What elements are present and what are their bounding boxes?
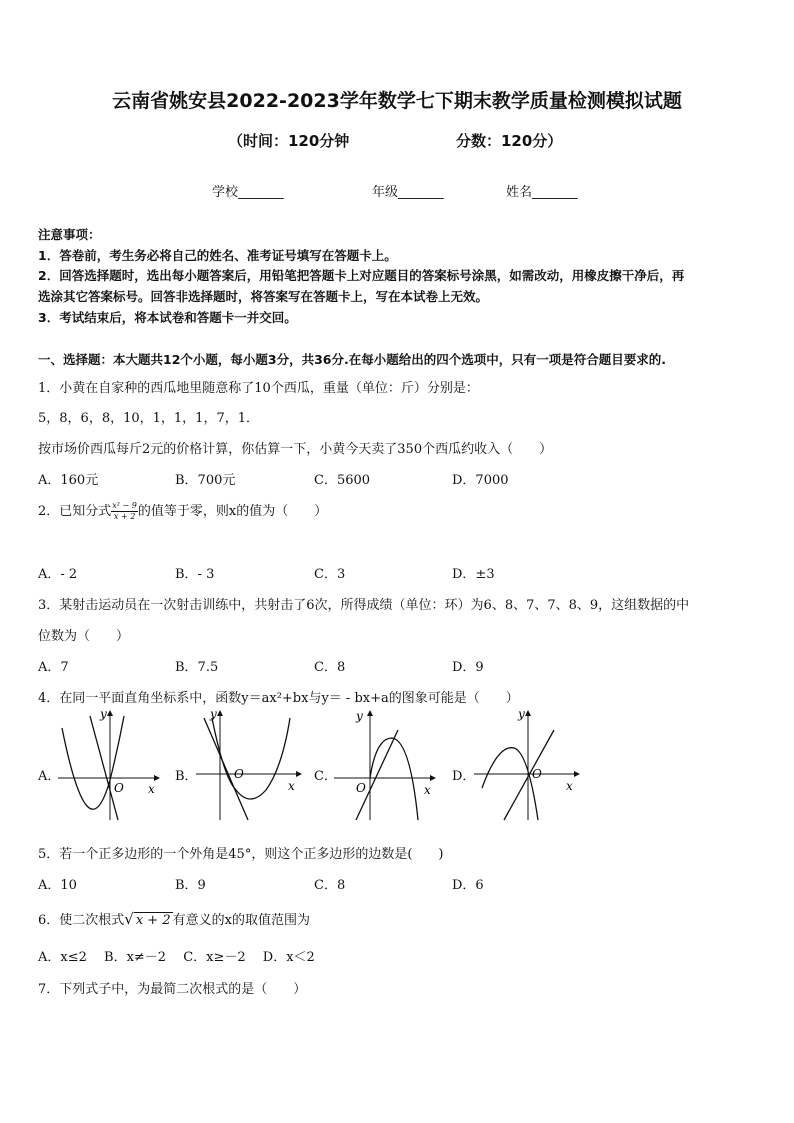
notice-item: 1．答卷前，考生务必将自己的姓名、准考证号填写在答题卡上。 xyxy=(38,248,397,263)
option-b: B．700元 xyxy=(175,473,236,488)
x-label: x xyxy=(566,779,573,793)
option-d: D．9 xyxy=(452,660,484,675)
y-axis-arrow xyxy=(107,710,113,716)
fraction-denominator: x + 2 xyxy=(113,512,136,521)
parabola xyxy=(370,738,418,820)
sqrt-symbol: √ xyxy=(124,910,134,928)
graph-b xyxy=(196,708,306,826)
radicand: x + 2 xyxy=(135,913,171,928)
option-b: B．- 3 xyxy=(175,567,215,582)
school-field: 学校_______ xyxy=(212,185,284,200)
graph-c xyxy=(334,708,440,826)
question-6-text xyxy=(38,909,310,928)
question-3-text-cont: 位数为（ ） xyxy=(38,629,130,644)
y-label: y xyxy=(210,708,217,721)
option-d: D． xyxy=(452,769,476,784)
page-title: 云南省姚安县2022-2023学年数学七下期末教学质量检测模拟试题 xyxy=(112,90,682,112)
x-label: x xyxy=(288,779,295,793)
option-d: D．7000 xyxy=(452,473,509,488)
option-b: B．9 xyxy=(175,878,206,893)
section-heading: 一、选择题：本大题共12个小题，每小题3分，共36分.在每小题给出的四个选项中，只有一项是符合题目要求的. xyxy=(38,352,666,367)
question-6-post: 有意义的x的取值范围为 xyxy=(172,913,310,928)
option-a: A． xyxy=(38,769,61,784)
question-1-prompt: 按市场价西瓜每斤2元的价格计算，你估算一下，小黄今天卖了350个西瓜约收入（ ） xyxy=(38,442,553,457)
option-c: C．8 xyxy=(314,660,346,675)
parabola xyxy=(212,718,290,799)
x-label: x xyxy=(424,783,431,797)
option-d: D．±3 xyxy=(452,567,495,582)
option-a: A．160元 xyxy=(38,473,99,488)
option-c: C．5600 xyxy=(314,473,371,488)
line xyxy=(504,730,554,820)
option-c: C． xyxy=(314,769,337,784)
option-b: B． xyxy=(175,769,198,784)
question-7-text: 7．下列式子中，为最简二次根式的是（ ） xyxy=(38,982,307,997)
origin-label: O xyxy=(114,781,124,795)
notice-item: 3．考试结束后，将本试卷和答题卡一并交回。 xyxy=(38,310,297,325)
y-axis-arrow xyxy=(525,710,531,716)
notice-item: 2．回答选择题时，选出每小题答案后，用铅笔把答题卡上对应题目的答案标号涂黑，如需改动，用橡皮擦干净后，再 xyxy=(38,268,685,283)
fraction xyxy=(111,501,138,522)
question-3-text: 3．某射击运动员在一次射击训练中，共射击了6次，所得成绩（单位：环）为6、8、7、7、8、9，这组数据的中 xyxy=(38,598,690,613)
question-6-pre: 6．使二次根式 xyxy=(38,913,125,928)
grade-field: 年级_______ xyxy=(372,185,444,200)
option-a: A．10 xyxy=(38,878,77,893)
x-axis-arrow xyxy=(296,771,302,777)
y-axis-arrow xyxy=(217,710,223,716)
x-axis-arrow xyxy=(154,775,160,781)
exam-time: （时间：120分钟 xyxy=(228,132,350,150)
notice-heading: 注意事项： xyxy=(38,227,101,242)
origin-label: O xyxy=(356,781,366,795)
y-label: y xyxy=(518,708,525,721)
line xyxy=(356,730,398,820)
question-2-pre: 2．已知分式 xyxy=(38,504,112,519)
notice-item: 选涂其它答案标号。回答非选择题时，将答案写在答题卡上，写在本试卷上无效。 xyxy=(38,289,489,304)
option-a: A．7 xyxy=(38,660,69,675)
origin-label: O xyxy=(234,767,244,781)
question-5-text: 5．若一个正多边形的一个外角是45°，则这个正多边形的边数是( ) xyxy=(38,847,444,862)
y-axis-arrow xyxy=(367,710,373,716)
origin-label: O xyxy=(532,767,542,781)
option-a: A．- 2 xyxy=(38,567,78,582)
fraction-numerator: x² − 9 xyxy=(112,501,137,510)
question-2-post: 的值等于零，则x的值为（ ） xyxy=(137,504,328,519)
question-6-options: A．x≤2 B．x≠－2 C．x≥－2 D．x＜2 xyxy=(38,950,315,965)
graph-d xyxy=(474,708,584,826)
question-1-data: 5，8，6，8，10，1，1，1，7，1． xyxy=(38,411,259,426)
question-1-text: 1．小黄在自家种的西瓜地里随意称了10个西瓜，重量（单位：斤）分别是： xyxy=(38,381,479,396)
line xyxy=(90,716,118,820)
graph-a xyxy=(58,708,162,826)
question-4-text: 4．在同一平面直角坐标系中，函数y＝ax²+bx与y＝ - bx+a的图象可能是（ ） xyxy=(38,691,519,706)
option-c: C．8 xyxy=(314,878,346,893)
y-label: y xyxy=(356,709,363,723)
option-b: B．7.5 xyxy=(175,660,219,675)
exam-score: 分数：120分） xyxy=(456,132,563,150)
option-d: D．6 xyxy=(452,878,484,893)
x-axis-arrow xyxy=(574,771,580,777)
parabola xyxy=(62,716,124,809)
x-label: x xyxy=(148,782,155,796)
y-label: y xyxy=(100,708,107,721)
question-2-text xyxy=(38,500,327,522)
x-axis-arrow xyxy=(430,775,436,781)
option-c: C．3 xyxy=(314,567,346,582)
name-field: 姓名_______ xyxy=(506,185,578,200)
